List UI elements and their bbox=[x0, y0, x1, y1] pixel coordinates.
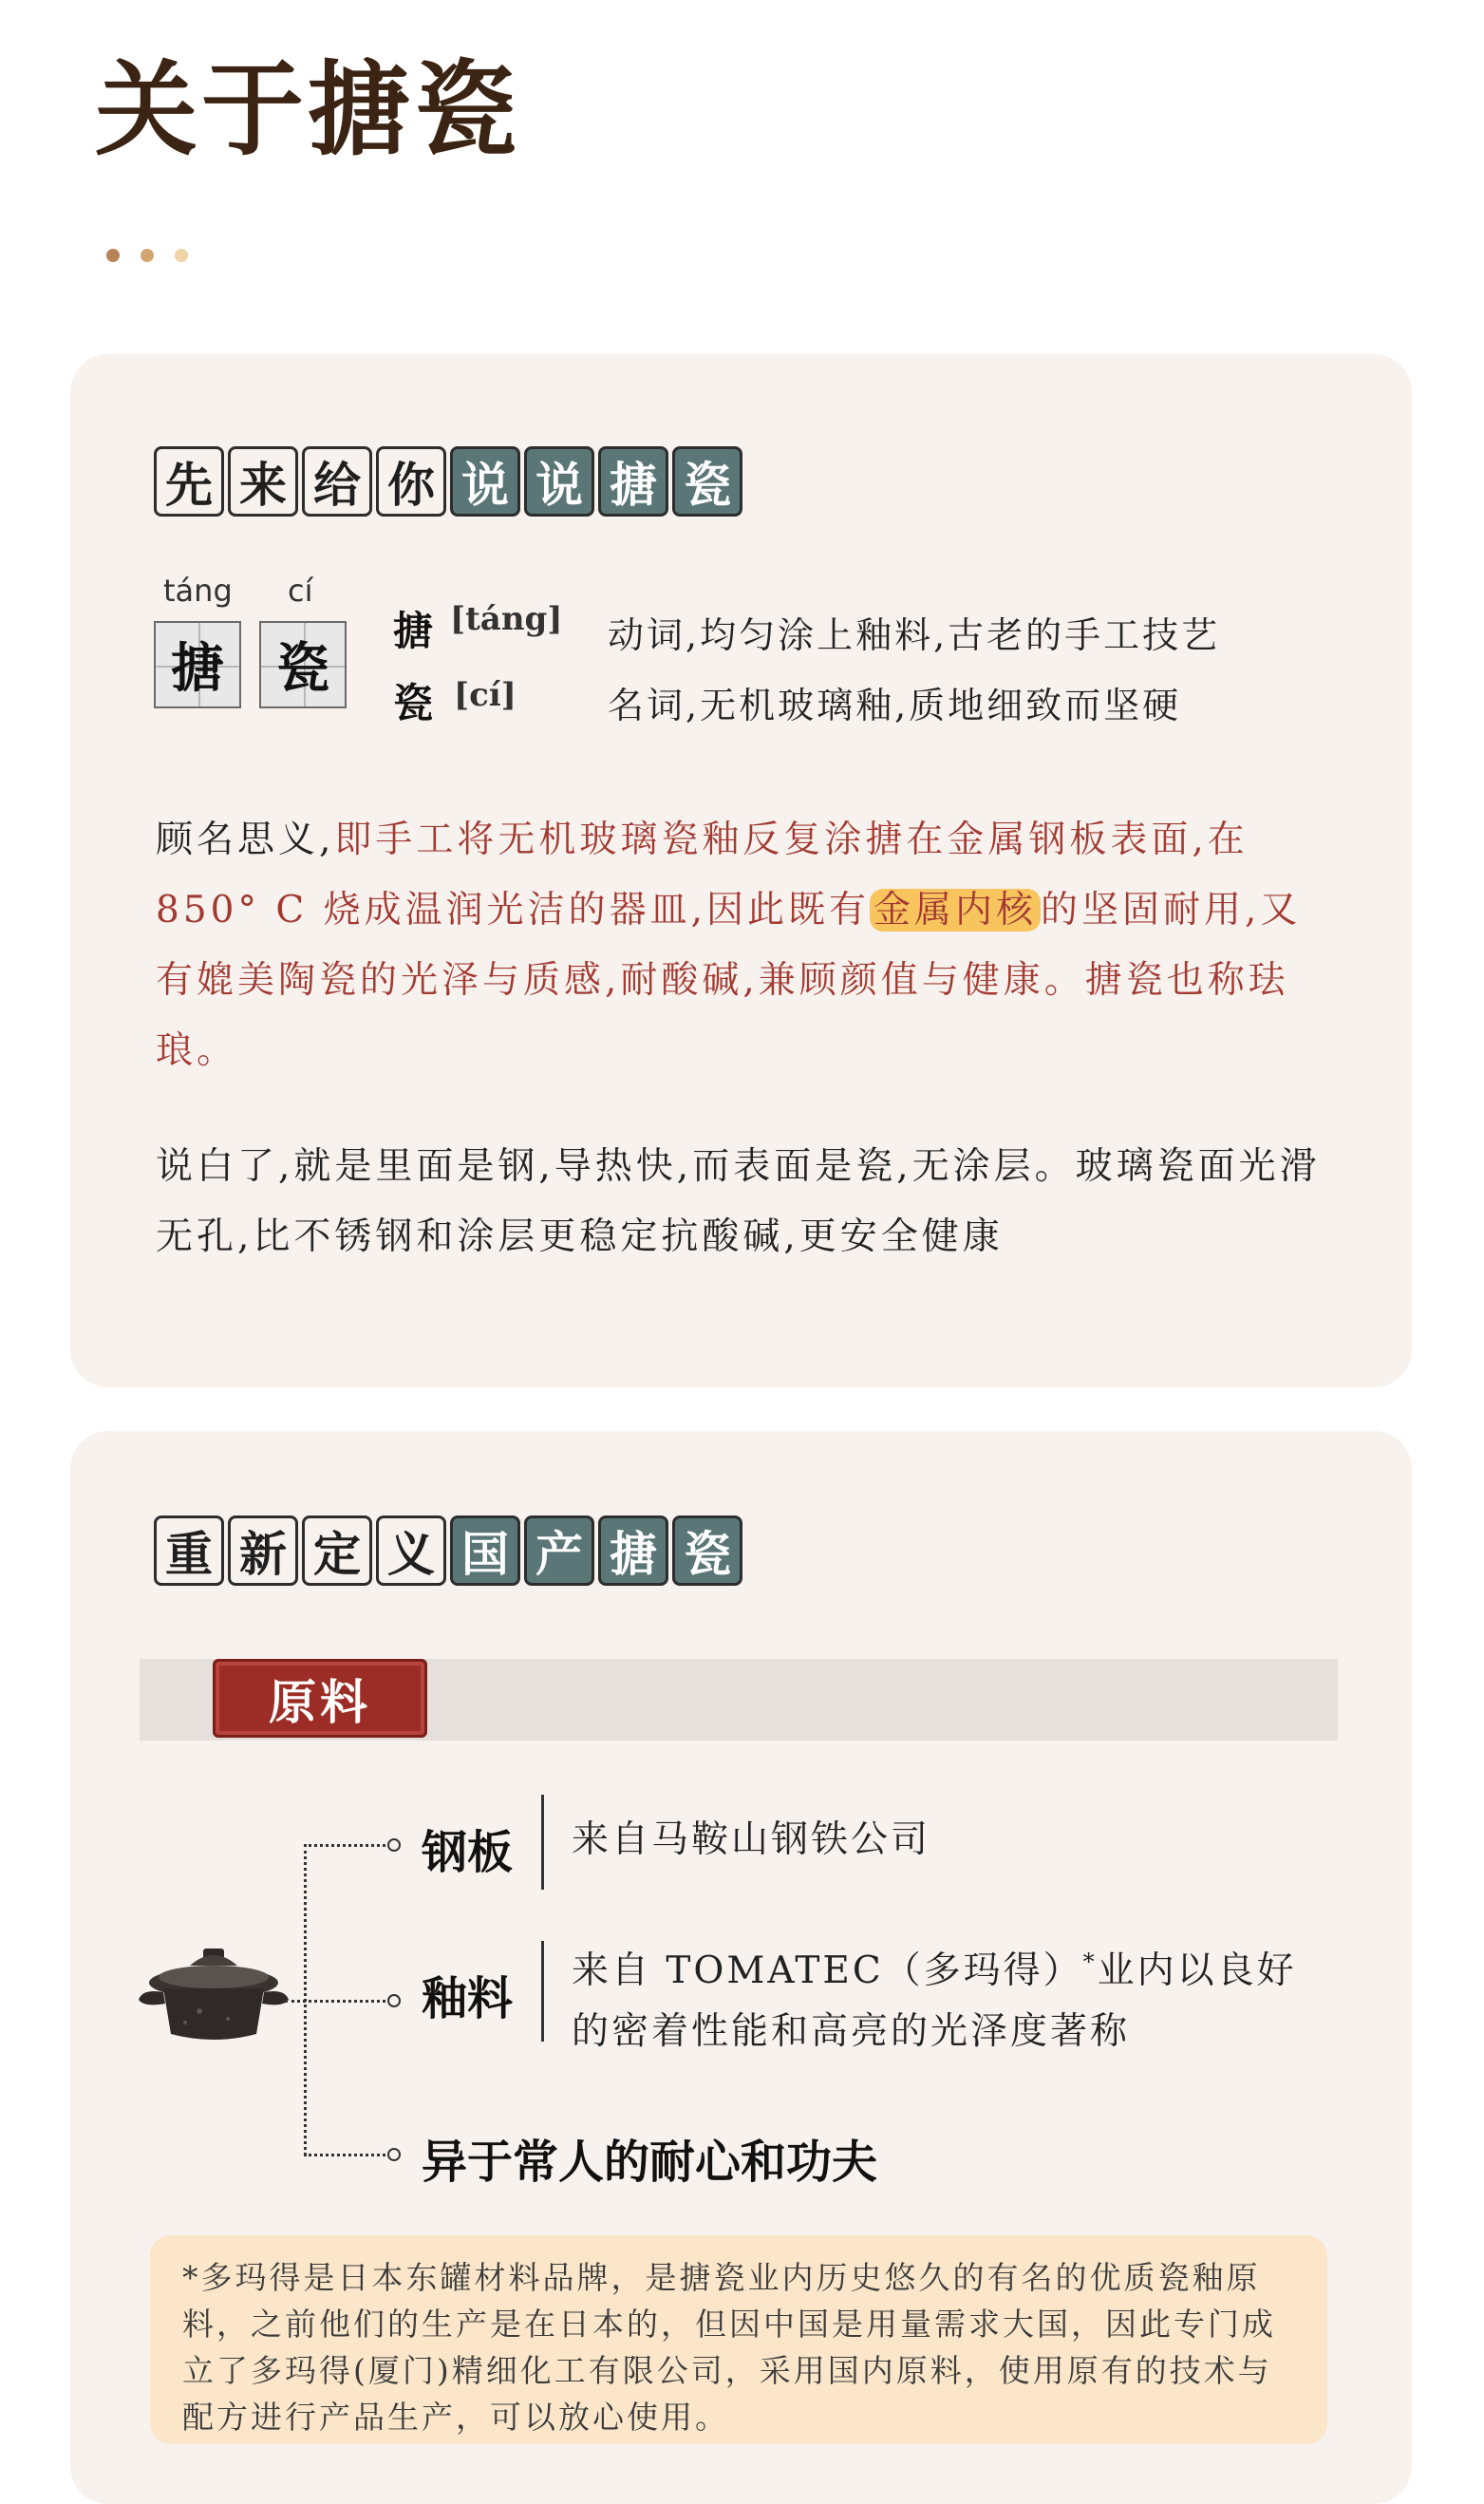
section2-heading bbox=[154, 1516, 746, 1586]
glaze-desc-line2: 的密着性能和高亮的光泽度著称 bbox=[572, 2010, 1131, 2053]
tree-connector-1 bbox=[304, 1844, 391, 1847]
definition-term-1: 搪 bbox=[393, 608, 434, 654]
tree-node-1 bbox=[387, 1838, 401, 1852]
tomatec-footnote: *多玛得是日本东罐材料品牌，是搪瓷业内历史悠久的有名的优质瓷釉原料，之前他们的生产是在日本的，但因中国是用量需求大国，因此专门成立了多玛得(厦门)精细化工有限公司，采用国内原料，使用原有的技术与配方进行产品生产，可以放心使用。 bbox=[150, 2235, 1327, 2444]
tree-connector-3 bbox=[304, 2154, 391, 2156]
heading-tile: 重 bbox=[154, 1516, 224, 1586]
tree-node-2 bbox=[387, 1994, 401, 2007]
definition-pinyin-2: [cí] bbox=[454, 676, 517, 714]
mizi-grid-tang: 搪 bbox=[154, 621, 241, 708]
plain-summary-paragraph: 说白了,就是里面是钢,导热快,而表面是瓷,无涂层。玻璃瓷面光滑无孔,比不锈钢和涂层更稳定抗酸碱,更安全健康 bbox=[156, 1145, 1321, 1258]
material-glaze-name: 釉料 bbox=[422, 1972, 514, 2025]
glaze-desc-line1-tail: 业内以良好 bbox=[1097, 1949, 1297, 1992]
para-red-1: 即手工将无机玻璃瓷釉反复涂搪在金属钢板表面,在 850° C 烧成温润光洁的器皿,因此既有 bbox=[156, 819, 1249, 932]
pinyin-ci: cí bbox=[288, 573, 313, 609]
dot-1 bbox=[106, 249, 120, 262]
explanation-paragraph bbox=[156, 805, 1341, 1086]
enamel-pot-icon bbox=[133, 1928, 294, 2051]
para-red-2: 的坚固耐用,又有媲美陶瓷的光泽与质感,耐酸碱,兼顾颜值与健康。搪瓷也称珐琅。 bbox=[156, 889, 1302, 1072]
tree-node-3 bbox=[387, 2148, 401, 2161]
dot-3 bbox=[175, 249, 188, 262]
heading-tile: 来 bbox=[228, 446, 298, 517]
material-divider-1 bbox=[541, 1795, 544, 1890]
definition-term-2: 瓷 bbox=[393, 680, 434, 726]
heading-tile: 国 bbox=[450, 1516, 520, 1586]
definition-text-1: 动词,均匀涂上釉料,古老的手工技艺 bbox=[608, 614, 1221, 656]
raw-material-label: 原料 bbox=[213, 1659, 427, 1738]
mizi-grid-ci: 瓷 bbox=[259, 621, 347, 708]
definition-pinyin-1: [táng] bbox=[450, 600, 563, 638]
material-steel-desc: 来自马鞍山钢铁公司 bbox=[572, 1818, 931, 1861]
footnote-marker: * bbox=[1082, 1949, 1098, 1975]
material-divider-2 bbox=[541, 1941, 544, 2042]
glaze-desc-line1: 来自 TOMATEC（多玛得） bbox=[572, 1949, 1083, 1992]
highlight-metal-core: 金属内核 bbox=[870, 889, 1041, 932]
heading-tile: 定 bbox=[302, 1516, 372, 1586]
tree-connector-2 bbox=[285, 2000, 391, 2003]
definition-text-2: 名词,无机玻璃釉,质地细致而坚硬 bbox=[608, 685, 1182, 726]
heading-tile: 搪 bbox=[598, 446, 668, 517]
material-glaze-desc bbox=[572, 1931, 1297, 2062]
heading-tile: 给 bbox=[302, 446, 372, 517]
heading-tile: 先 bbox=[154, 446, 224, 517]
heading-tile: 说 bbox=[524, 446, 594, 517]
dot-2 bbox=[141, 249, 154, 262]
heading-tile: 产 bbox=[524, 1516, 594, 1586]
heading-tile: 义 bbox=[376, 1516, 446, 1586]
heading-tile: 瓷 bbox=[672, 1516, 742, 1586]
title-dots bbox=[106, 249, 188, 262]
para-intro: 顾名思义, bbox=[156, 819, 335, 861]
material-craft-name: 异于常人的耐心和功夫 bbox=[422, 2136, 878, 2189]
heading-tile: 新 bbox=[228, 1516, 298, 1586]
heading-tile: 你 bbox=[376, 446, 446, 517]
page-title: 关于搪瓷 bbox=[95, 50, 521, 170]
heading-tile: 说 bbox=[450, 446, 520, 517]
heading-tile: 搪 bbox=[598, 1516, 668, 1586]
section1-heading bbox=[154, 446, 746, 517]
pinyin-tang: táng bbox=[163, 573, 233, 609]
heading-tile: 瓷 bbox=[672, 446, 742, 517]
material-steel-name: 钢板 bbox=[422, 1826, 514, 1879]
